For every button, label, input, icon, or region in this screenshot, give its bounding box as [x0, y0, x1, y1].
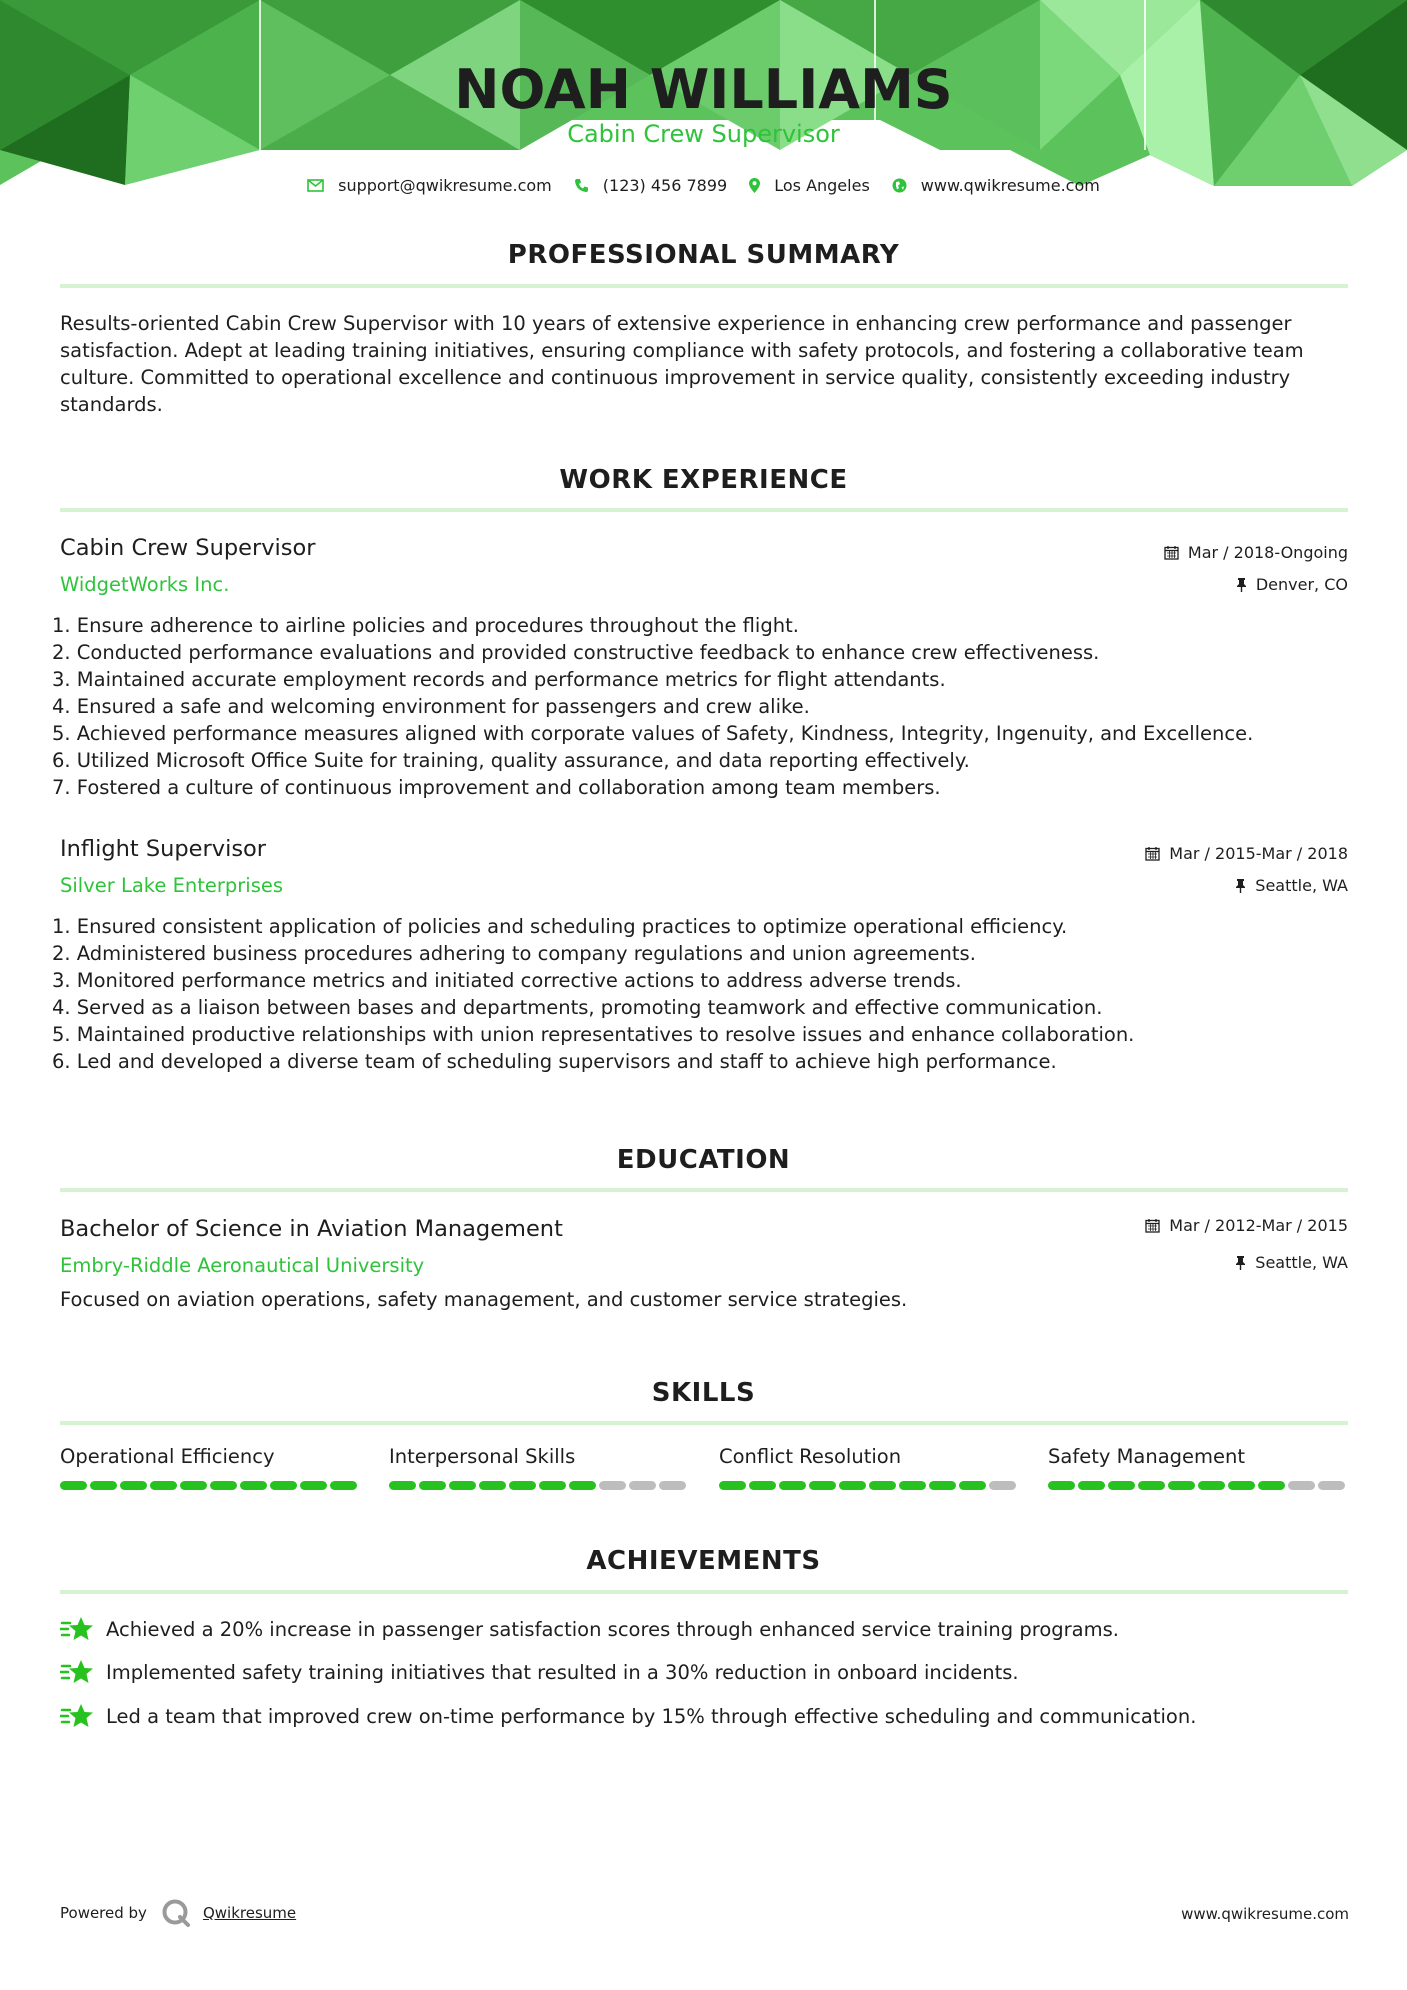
- job-company: WidgetWorks Inc.: [60, 573, 230, 596]
- achievement-item: [60, 1615, 1119, 1643]
- powered-by-label: Powered by: [60, 1904, 147, 1922]
- skill-segment: [1258, 1481, 1285, 1490]
- skill-segment: [270, 1481, 297, 1490]
- skill-segment: [719, 1481, 746, 1490]
- star-icon: [60, 1702, 94, 1730]
- education-school: Embry-Riddle Aeronautical University: [60, 1254, 425, 1277]
- job-bullets: [52, 913, 1352, 1075]
- job-dates: [1164, 543, 1348, 562]
- job-dates: [1145, 844, 1348, 863]
- list-item: 4. Ensured a safe and welcoming environment for passengers and crew alike.: [52, 695, 810, 718]
- education-degree: Bachelor of Science in Aviation Management: [60, 1216, 563, 1242]
- skill-segment: [539, 1481, 566, 1490]
- skill-meter: [719, 1481, 1019, 1490]
- skill-segment: [629, 1481, 656, 1490]
- contact-website[interactable]: [892, 176, 1100, 195]
- skill-meter: [1048, 1481, 1348, 1490]
- summary-heading: PROFESSIONAL SUMMARY: [507, 240, 900, 270]
- skill-name: Conflict Resolution: [719, 1445, 902, 1468]
- calendar-icon: [1145, 846, 1160, 861]
- skill-name: Interpersonal Skills: [389, 1445, 576, 1468]
- pushpin-icon: [1235, 1255, 1246, 1270]
- star-icon: [60, 1658, 94, 1686]
- skill-segment: [809, 1481, 836, 1490]
- skill-segment: [1108, 1481, 1135, 1490]
- skill-segment: [599, 1481, 626, 1490]
- candidate-name: NOAH WILLIAMS: [454, 58, 953, 121]
- contact-location: [749, 176, 870, 195]
- map-marker-icon: [749, 178, 760, 193]
- skill-segment: [210, 1481, 237, 1490]
- job-dates-text: Mar / 2015-Mar / 2018: [1169, 844, 1348, 863]
- job-location-text: Seattle, WA: [1255, 876, 1348, 895]
- summary-divider: [60, 284, 1348, 288]
- achievement-item: [60, 1658, 1019, 1686]
- skill-segment: [569, 1481, 596, 1490]
- skill-segment: [1138, 1481, 1165, 1490]
- globe-icon: [892, 178, 907, 193]
- list-item: 7. Fostered a culture of continuous improvement and collaboration among team members.: [52, 776, 941, 799]
- pushpin-icon: [1236, 577, 1247, 592]
- skill-segment: [659, 1481, 686, 1490]
- skill-segment: [479, 1481, 506, 1490]
- skills-heading: SKILLS: [651, 1378, 756, 1408]
- contact-location-text: Los Angeles: [774, 175, 870, 195]
- star-icon: [60, 1615, 94, 1643]
- job-title: Inflight Supervisor: [60, 836, 267, 862]
- skill-segment: [1048, 1481, 1075, 1490]
- footer-powered-by: [60, 1898, 296, 1928]
- job-dates-text: Mar / 2018-Ongoing: [1187, 543, 1348, 562]
- education-location-text: Seattle, WA: [1255, 1253, 1348, 1272]
- skill-segment: [1168, 1481, 1195, 1490]
- contact-email-text: support@qwikresume.com: [338, 175, 552, 195]
- candidate-title: Cabin Crew Supervisor: [567, 120, 840, 148]
- achievement-text: Achieved a 20% increase in passenger satisfaction scores through enhanced service training programs.: [106, 1617, 1119, 1641]
- pushpin-icon: [1235, 878, 1246, 893]
- contact-phone[interactable]: [574, 176, 727, 195]
- education-heading: EDUCATION: [616, 1145, 791, 1175]
- skill-segment: [90, 1481, 117, 1490]
- skill-segment: [1198, 1481, 1225, 1490]
- job-location-text: Denver, CO: [1255, 575, 1348, 594]
- skill-name: Safety Management: [1048, 1445, 1246, 1468]
- footer-website[interactable]: www.qwikresume.com: [1181, 1905, 1349, 1923]
- contact-bar: [0, 174, 1407, 196]
- skill-segment: [1078, 1481, 1105, 1490]
- list-item: 3. Monitored performance metrics and initiated corrective actions to address adverse trends.: [52, 969, 962, 992]
- skill-segment: [749, 1481, 776, 1490]
- education-description: Focused on aviation operations, safety management, and customer service strategies.: [60, 1288, 908, 1311]
- skill-segment: [989, 1481, 1016, 1490]
- list-item: 6. Utilized Microsoft Office Suite for training, quality assurance, and data reporting effectively.: [52, 749, 970, 772]
- job-location: [1236, 575, 1348, 594]
- achievement-text: Led a team that improved crew on-time performance by 15% through effective scheduling and communication.: [106, 1704, 1197, 1728]
- list-item: 5. Maintained productive relationships with union representatives to resolve issues and enhance collaboration.: [52, 1023, 1135, 1046]
- envelope-icon: [307, 179, 324, 192]
- skill-segment: [779, 1481, 806, 1490]
- list-item: 4. Served as a liaison between bases and departments, promoting teamwork and effective communication.: [52, 996, 1103, 1019]
- skill-segment: [300, 1481, 327, 1490]
- skill-segment: [1288, 1481, 1315, 1490]
- list-item: 3. Maintained accurate employment records and performance metrics for flight attendants.: [52, 668, 946, 691]
- experience-divider: [60, 508, 1348, 512]
- list-item: 1. Ensured consistent application of policies and scheduling practices to optimize operational efficiency.: [52, 915, 1068, 938]
- qwikresume-logo-icon: [161, 1898, 191, 1928]
- skill-segment: [929, 1481, 956, 1490]
- calendar-icon: [1145, 1218, 1160, 1233]
- contact-email[interactable]: [307, 176, 552, 195]
- achievements-divider: [60, 1590, 1348, 1594]
- skill-segment: [1228, 1481, 1255, 1490]
- skill-segment: [959, 1481, 986, 1490]
- skill-item: [719, 1445, 1019, 1490]
- skill-segment: [869, 1481, 896, 1490]
- phone-icon: [574, 178, 589, 193]
- achievement-item: [60, 1702, 1196, 1730]
- job-location: [1235, 876, 1348, 895]
- skill-segment: [60, 1481, 87, 1490]
- skill-meter: [389, 1481, 689, 1490]
- job-bullets: [52, 612, 1352, 801]
- skill-segment: [180, 1481, 207, 1490]
- list-item: 6. Led and developed a diverse team of scheduling supervisors and staff to achieve high performance.: [52, 1050, 1057, 1073]
- skill-segment: [839, 1481, 866, 1490]
- education-divider: [60, 1188, 1348, 1192]
- skill-segment: [150, 1481, 177, 1490]
- skill-segment: [240, 1481, 267, 1490]
- qwikresume-link[interactable]: Qwikresume: [202, 1904, 297, 1922]
- contact-phone-text: (123) 456 7899: [602, 175, 728, 195]
- education-location: [1235, 1253, 1348, 1272]
- skill-segment: [509, 1481, 536, 1490]
- achievement-text: Implemented safety training initiatives that resulted in a 30% reduction in onboard incidents.: [106, 1660, 1019, 1684]
- skill-item: [60, 1445, 360, 1490]
- contact-website-text: www.qwikresume.com: [920, 175, 1100, 195]
- skill-item: [389, 1445, 689, 1490]
- skill-name: Operational Efficiency: [60, 1445, 275, 1468]
- skill-segment: [899, 1481, 926, 1490]
- list-item: 5. Achieved performance measures aligned with corporate values of Safety, Kindness, Integrity, Ingenuity, and Excellence.: [52, 722, 1254, 745]
- experience-heading: WORK EXPERIENCE: [559, 465, 848, 495]
- list-item: 2. Administered business procedures adhering to company regulations and union agreements.: [52, 942, 976, 965]
- skill-segment: [389, 1481, 416, 1490]
- skill-meter: [60, 1481, 360, 1490]
- job-title: Cabin Crew Supervisor: [60, 535, 316, 561]
- skills-divider: [60, 1421, 1348, 1425]
- skill-item: [1048, 1445, 1348, 1490]
- job-company: Silver Lake Enterprises: [60, 874, 284, 897]
- summary-text: Results-oriented Cabin Crew Supervisor with 10 years of extensive experience in enhancing crew performance and passenger satisfaction. Adept at leading training initiatives, ensuring compliance with safety protocols, and fostering a collaborative team culture. Committed to operational excellence and continuous improvement in service quality, consistently exceeding industry standards.: [60, 312, 1304, 416]
- education-dates: [1145, 1216, 1348, 1235]
- education-dates-text: Mar / 2012-Mar / 2015: [1169, 1216, 1348, 1235]
- list-item: 2. Conducted performance evaluations and provided constructive feedback to enhance crew effectiveness.: [52, 641, 1100, 664]
- achievements-heading: ACHIEVEMENTS: [586, 1546, 821, 1576]
- skill-segment: [449, 1481, 476, 1490]
- calendar-icon: [1164, 545, 1179, 560]
- skill-segment: [419, 1481, 446, 1490]
- skill-segment: [120, 1481, 147, 1490]
- skill-segment: [330, 1481, 357, 1490]
- list-item: 1. Ensure adherence to airline policies and procedures throughout the flight.: [52, 614, 799, 637]
- skill-segment: [1318, 1481, 1345, 1490]
